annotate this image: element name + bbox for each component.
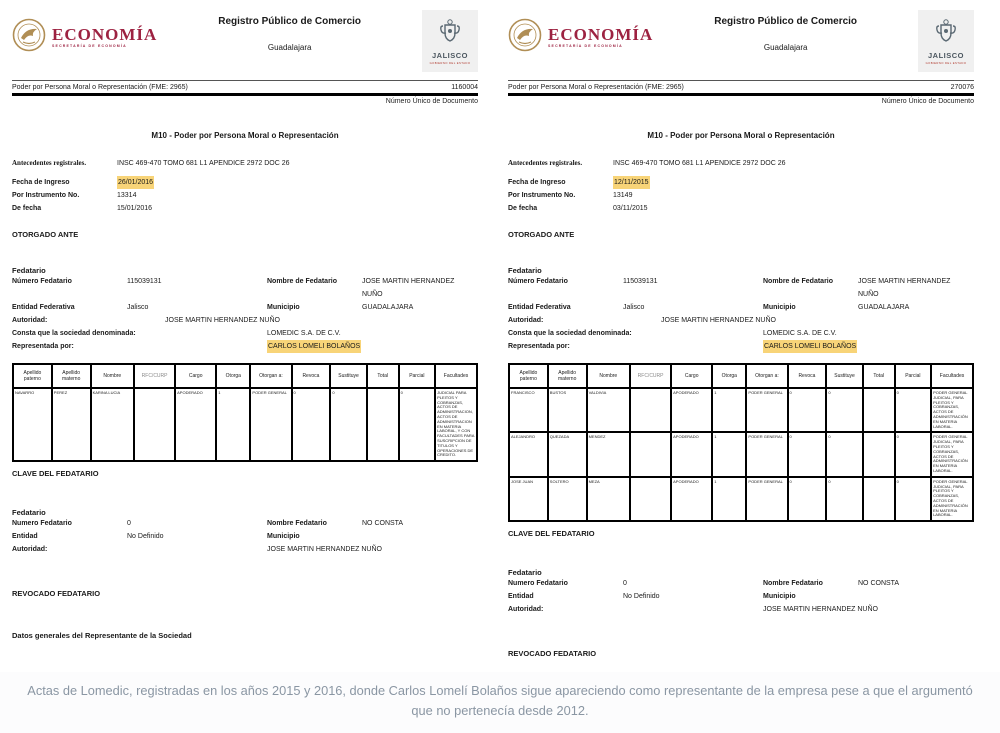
table-cell: QUEZADA bbox=[548, 432, 587, 476]
nombre-fedatario2-value: NO CONSTA bbox=[858, 580, 900, 588]
autoridad2-label: Autoridad: bbox=[508, 606, 544, 614]
registry-document bbox=[12, 10, 478, 658]
table-cell: 0 bbox=[826, 477, 862, 521]
table-header-cell: Nombre bbox=[587, 364, 630, 388]
table-header-cell: Sustituye bbox=[826, 364, 862, 388]
table-row bbox=[509, 388, 973, 432]
revocado-fedatario-heading: REVOCADO FEDATARIO bbox=[12, 589, 101, 599]
nombre-fedatario-value: JOSE MARTIN HERNANDEZ NUÑO bbox=[858, 278, 951, 298]
state-logo bbox=[422, 10, 478, 72]
table-header-cell: Apellido paterno bbox=[13, 364, 52, 388]
table-cell bbox=[134, 388, 175, 461]
table-cell: VALDIVIA bbox=[587, 388, 630, 432]
entidad-label: Entidad Federativa bbox=[508, 304, 571, 311]
table-header-cell: Otorgan a: bbox=[746, 364, 787, 388]
agency-name: ECONOMÍA bbox=[52, 25, 158, 45]
table-cell: 1 bbox=[216, 388, 250, 461]
table-cell: APODERADO bbox=[175, 388, 216, 461]
table-cell: BUSTOS bbox=[548, 388, 587, 432]
de-fecha-value: 03/11/2015 bbox=[613, 205, 648, 212]
fedatario-heading: Fedatario bbox=[12, 266, 46, 275]
table-cell: APODERADO bbox=[671, 432, 712, 476]
table-header-cell: Parcial bbox=[399, 364, 435, 388]
autoridad2-value: JOSE MARTIN HERNANDEZ NUÑO bbox=[763, 606, 878, 614]
fedatario-block bbox=[508, 266, 974, 353]
m10-section-title: M10 - Poder por Persona Moral o Representación bbox=[647, 131, 835, 140]
table-cell: 1 bbox=[712, 432, 746, 476]
table-header-cell: RFC/CURP bbox=[630, 364, 671, 388]
entidad-label: Entidad Federativa bbox=[12, 304, 75, 311]
table-cell: 0 bbox=[788, 477, 827, 521]
fecha-ingreso-label: Fecha de Ingreso bbox=[508, 179, 566, 186]
agency-name: ECONOMÍA bbox=[548, 25, 654, 45]
antecedentes-value: INSC 469-470 TOMO 681 L1 APENDICE 2972 DOC 26 bbox=[613, 160, 786, 167]
table-cell bbox=[863, 477, 895, 521]
de-fecha-value: 15/01/2016 bbox=[117, 205, 153, 212]
table-row bbox=[509, 432, 973, 476]
table-cell: NAVARRO bbox=[13, 388, 52, 461]
municipio-value: GUADALAJARA bbox=[858, 304, 910, 311]
entidad-value: Jalisco bbox=[623, 304, 645, 311]
numero-fedatario-label: Número Fedatario bbox=[508, 278, 568, 285]
table-cell: PEREZ bbox=[52, 388, 91, 461]
numero-fedatario-value: 115039131 bbox=[623, 278, 658, 285]
table-header-cell: Sustituye bbox=[330, 364, 366, 388]
table-cell: PODER GENERAL bbox=[746, 388, 787, 432]
table-cell bbox=[863, 388, 895, 432]
autoridad2-label: Autoridad: bbox=[12, 546, 48, 554]
fedatario-block bbox=[12, 266, 478, 353]
municipio-label: Municipio bbox=[267, 304, 300, 311]
consta-label: Consta que la sociedad denominada: bbox=[508, 330, 632, 337]
revocado-fedatario-heading: REVOCADO FEDATARIO bbox=[508, 649, 597, 659]
autoridad-value: JOSE MARTIN HERNANDEZ NUÑO bbox=[661, 317, 776, 324]
fedatario2-block bbox=[12, 508, 478, 556]
municipio2-label: Municipio bbox=[267, 533, 300, 541]
table-cell: MENDEZ bbox=[587, 432, 630, 476]
table-header-cell: Facultades bbox=[931, 364, 973, 388]
table-header-row bbox=[509, 364, 973, 388]
fecha-ingreso-value: 12/11/2015 bbox=[613, 176, 650, 189]
m10-section-title: M10 - Poder por Persona Moral o Representación bbox=[151, 131, 339, 140]
table-header-cell: Facultades bbox=[435, 364, 477, 388]
table-header-cell: Apellido paterno bbox=[509, 364, 548, 388]
table-cell bbox=[630, 477, 671, 521]
autoridad-value: JOSE MARTIN HERNANDEZ NUÑO bbox=[165, 317, 280, 324]
representada-value: CARLOS LOMELI BOLAÑOS bbox=[763, 340, 857, 353]
table-cell bbox=[630, 432, 671, 476]
document-band bbox=[508, 80, 974, 105]
document-title: Registro Público de Comercio bbox=[714, 16, 858, 27]
registry-document bbox=[508, 10, 974, 658]
table-cell: APODERADO bbox=[671, 477, 712, 521]
entidad2-label: Entidad bbox=[12, 533, 38, 541]
antecedentes-label: Antecedentes registrales. bbox=[508, 159, 583, 167]
representada-label: Representada por: bbox=[12, 343, 74, 350]
municipio-value: GUADALAJARA bbox=[362, 304, 414, 311]
municipio2-value bbox=[858, 590, 974, 603]
footer-note: Datos generales del Representante de la Sociedad bbox=[12, 631, 192, 641]
table-header-row bbox=[13, 364, 477, 388]
state-name: JALISCO bbox=[927, 50, 964, 60]
document-band bbox=[12, 80, 478, 105]
numero-fedatario-value: 115039131 bbox=[127, 278, 162, 285]
table-header-cell: RFC/CURP bbox=[134, 364, 175, 388]
economia-logo bbox=[508, 18, 653, 57]
table-cell: ALEJANDRO bbox=[509, 432, 548, 476]
table-header-cell: Revoca bbox=[788, 364, 827, 388]
consta-value: LOMEDIC S.A. DE C.V. bbox=[267, 330, 341, 337]
table-header-cell: Nombre bbox=[91, 364, 134, 388]
clave-fedatario-heading: CLAVE DEL FEDATARIO bbox=[508, 529, 595, 539]
representada-label: Representada por: bbox=[508, 343, 570, 350]
instrumento-value: 13314 bbox=[117, 192, 137, 199]
clave-fedatario-heading: CLAVE DEL FEDATARIO bbox=[12, 469, 99, 479]
table-cell: APODERADO bbox=[671, 388, 712, 432]
fields-block bbox=[508, 157, 974, 215]
nombre-fedatario-value: JOSE MARTIN HERNANDEZ NUÑO bbox=[362, 278, 455, 298]
table-cell: 0 bbox=[330, 388, 366, 461]
fields-block bbox=[12, 157, 478, 215]
table-cell bbox=[367, 388, 399, 461]
table-cell: FRANCISCO bbox=[509, 388, 548, 432]
caption-band bbox=[0, 672, 1000, 733]
table-cell bbox=[863, 432, 895, 476]
office-name: Guadalajara bbox=[763, 42, 808, 52]
nombre-fedatario-label: Nombre de Fedatario bbox=[267, 278, 338, 285]
otorgado-ante-heading: OTORGADO ANTE bbox=[12, 230, 79, 239]
nombre-fedatario2-label: Nombre Fedatario bbox=[763, 580, 823, 588]
table-header-cell: Otorga bbox=[216, 364, 250, 388]
entidad-value: Jalisco bbox=[127, 304, 149, 311]
document-header bbox=[508, 10, 974, 76]
band-caption: Número Único de Documento bbox=[881, 98, 974, 105]
table-cell: 0 bbox=[399, 388, 435, 461]
numero-fedatario-label: Número Fedatario bbox=[12, 278, 72, 285]
representada-value: CARLOS LOMELI BOLAÑOS bbox=[267, 340, 361, 353]
agency-subtitle: SECRETARÍA DE ECONOMÍA bbox=[548, 44, 623, 49]
de-fecha-label: De fecha bbox=[12, 205, 42, 212]
nombre-fedatario-label: Nombre de Fedatario bbox=[763, 278, 834, 285]
table-cell: 0 bbox=[788, 388, 827, 432]
state-logo bbox=[918, 10, 974, 72]
municipio2-value bbox=[362, 530, 478, 543]
state-name: JALISCO bbox=[431, 50, 468, 60]
table-cell: PODER GENERAL bbox=[746, 432, 787, 476]
state-subtitle: GOBIERNO DEL ESTADO bbox=[925, 60, 967, 65]
nombre-fedatario2-value: NO CONSTA bbox=[362, 520, 404, 528]
table-cell: PODER GENERAL bbox=[746, 477, 787, 521]
consta-label: Consta que la sociedad denominada: bbox=[12, 330, 136, 337]
table-cell: PODER GENERAL JUDICIAL, PARA PLEITOS Y COBRANZAS, ACTOS DE ADMINISTRACIÓN EN MATERIA LABORAL. bbox=[931, 432, 973, 476]
table-header-cell: Otorga bbox=[712, 364, 746, 388]
jalisco-crest-icon bbox=[438, 18, 462, 49]
entidad2-value: No Definido bbox=[623, 593, 660, 601]
table-header-cell: Cargo bbox=[175, 364, 216, 388]
table-header-cell: Total bbox=[367, 364, 399, 388]
fedatario2-heading: Fedatario bbox=[12, 508, 46, 518]
table-cell: MEZA bbox=[587, 477, 630, 521]
entidad2-value: No Definido bbox=[127, 533, 164, 541]
instrumento-label: Por Instrumento No. bbox=[508, 192, 576, 199]
economia-seal-icon bbox=[508, 18, 542, 57]
otorgantes-table bbox=[12, 363, 478, 462]
band-caption: Número Único de Documento bbox=[385, 98, 478, 105]
consta-value: LOMEDIC S.A. DE C.V. bbox=[763, 330, 837, 337]
entidad2-label: Entidad bbox=[508, 593, 534, 601]
office-name: Guadalajara bbox=[267, 42, 312, 52]
instrumento-value: 13149 bbox=[613, 192, 633, 199]
table-cell: 0 bbox=[826, 388, 862, 432]
table-cell: JUDICIAL PARA PLEITOS Y COBRANZAS, ACTOS DE ADMINISTRACION, ACTOS DE ADMINISTRACION EN MATERIA LABORAL, Y CON FACULTADES PARA SUSCRIPCION DE TITULOS Y OPERACIONES DE CREDITO. bbox=[435, 388, 477, 461]
instrumento-label: Por Instrumento No. bbox=[12, 192, 80, 199]
economia-seal-icon bbox=[12, 18, 46, 57]
table-header-cell: Otorgan a: bbox=[250, 364, 291, 388]
municipio2-label: Municipio bbox=[763, 593, 796, 601]
autoridad2-value: JOSE MARTIN HERNANDEZ NUÑO bbox=[267, 546, 382, 554]
municipio-label: Municipio bbox=[763, 304, 796, 311]
table-header-cell: Cargo bbox=[671, 364, 712, 388]
autoridad-label: Autoridad: bbox=[12, 317, 48, 324]
economia-logo bbox=[12, 18, 157, 57]
table-cell: PODER GENERAL bbox=[250, 388, 291, 461]
otorgado-ante-heading: OTORGADO ANTE bbox=[508, 230, 575, 239]
table-cell: 1 bbox=[712, 388, 746, 432]
agency-subtitle: SECRETARÍA DE ECONOMÍA bbox=[52, 44, 127, 49]
table-cell: PODER GENERAL JUDICIAL, PARA PLEITOS Y COBRANZAS, ACTOS DE ADMINISTRACIÓN EN MATERIA LABORAL. bbox=[931, 388, 973, 432]
fedatario-heading: Fedatario bbox=[508, 266, 542, 275]
table-cell: PODER GENERAL JUDICIAL, PARA PLEITOS Y COBRANZAS, ACTOS DE ADMINISTRACIÓN EN MATERIA LABORAL. bbox=[931, 477, 973, 521]
band-label: Poder por Persona Moral o Representación (FME: 2965) bbox=[508, 84, 684, 91]
numero-fedatario2-label: Numero Fedatario bbox=[508, 580, 568, 588]
table-cell: 0 bbox=[895, 388, 931, 432]
table-cell: 1 bbox=[712, 477, 746, 521]
table-row bbox=[13, 388, 477, 461]
table-header-cell: Total bbox=[863, 364, 895, 388]
nombre-fedatario2-label: Nombre Fedatario bbox=[267, 520, 327, 528]
caption-text: Actas de Lomedic, registradas en los años 2015 y 2016, donde Carlos Lomelí Bolaños sigue apareciendo como representante de la empresa pese a que el argumentó que no pertenecía desde 2012. bbox=[27, 683, 973, 718]
table-cell: KARINA LUCIA bbox=[91, 388, 134, 461]
table-cell: 0 bbox=[788, 432, 827, 476]
band-label: Poder por Persona Moral o Representación (FME: 2965) bbox=[12, 84, 188, 91]
de-fecha-label: De fecha bbox=[508, 205, 538, 212]
otorgantes-table bbox=[508, 363, 974, 522]
numero-fedatario2-value: 0 bbox=[623, 580, 627, 588]
fecha-ingreso-label: Fecha de Ingreso bbox=[12, 179, 70, 186]
antecedentes-label: Antecedentes registrales. bbox=[12, 159, 87, 167]
fecha-ingreso-value: 26/01/2016 bbox=[117, 176, 154, 189]
state-subtitle: GOBIERNO DEL ESTADO bbox=[429, 60, 471, 65]
fedatario2-heading: Fedatario bbox=[508, 568, 542, 578]
antecedentes-value: INSC 469-470 TOMO 681 L1 APENDICE 2972 DOC 26 bbox=[117, 160, 290, 167]
table-cell bbox=[630, 388, 671, 432]
table-cell: 0 bbox=[292, 388, 331, 461]
table-header-cell: Apellido materno bbox=[52, 364, 91, 388]
table-header-cell: Revoca bbox=[292, 364, 331, 388]
document-number: 1160004 bbox=[451, 84, 478, 91]
fedatario2-block bbox=[508, 568, 974, 616]
table-header-cell: Parcial bbox=[895, 364, 931, 388]
table-cell: SOLTERO bbox=[548, 477, 587, 521]
table-cell: JOSE JUAN bbox=[509, 477, 548, 521]
document-header bbox=[12, 10, 478, 76]
document-number: 270076 bbox=[950, 84, 974, 91]
jalisco-crest-icon bbox=[934, 18, 958, 49]
table-cell: 0 bbox=[895, 477, 931, 521]
document-title: Registro Público de Comercio bbox=[218, 16, 362, 27]
autoridad-label: Autoridad: bbox=[508, 317, 544, 324]
numero-fedatario2-label: Numero Fedatario bbox=[12, 520, 72, 528]
table-cell: 0 bbox=[826, 432, 862, 476]
table-header-cell: Apellido materno bbox=[548, 364, 587, 388]
table-cell: 0 bbox=[895, 432, 931, 476]
numero-fedatario2-value: 0 bbox=[127, 520, 131, 528]
table-row bbox=[509, 477, 973, 521]
